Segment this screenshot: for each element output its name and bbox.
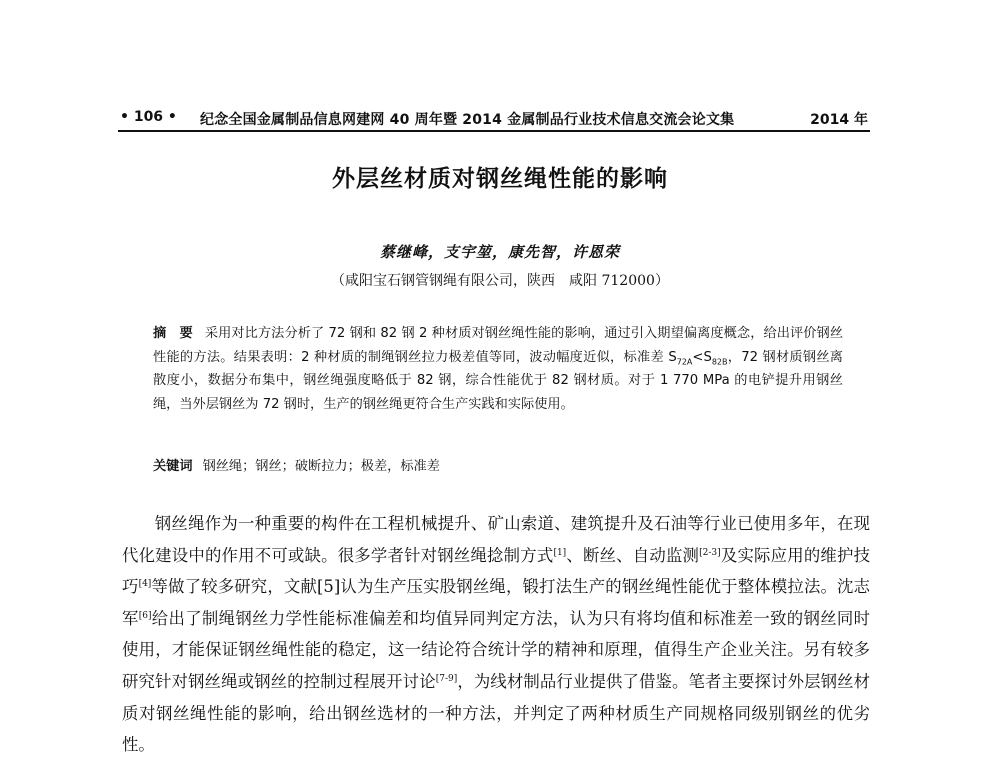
body-text-6: ，为线材制品行业提供了借鉴。笔者主要探讨外层钢丝材质对钢丝绳性能的影响，给出钢丝选材的一种方法，并判定了两种材质生产同规格同级别钢丝的优劣性。 <box>122 671 871 755</box>
body-text-2: 、断丝、自动监测 <box>566 545 700 565</box>
abstract-label: 摘 要 <box>153 326 193 341</box>
body-text-3: 及实际应用的维护技巧 <box>122 545 870 597</box>
affiliation: （咸阳宝石钢管钢绳有限公司，陕西 咸阳 712000） <box>331 273 669 289</box>
abstract-text-2: ，72 钢材质钢丝离散度小，数据分布集中，钢丝绳强度略低于 82 钢，综合性能优于 82 钢材质。对于 1 770 MPa 的电铲提升用钢丝绳，当外层钢丝为 72 钢时，生产的钢丝绳更符合生产实践和实际使用。 <box>153 349 843 412</box>
body-paragraph <box>122 508 870 761</box>
running-header <box>118 106 870 132</box>
abstract-less-than: < <box>692 349 704 365</box>
paper-title: 外层丝材质对钢丝绳性能的影响 <box>332 166 668 192</box>
body-text-4: 等做了较多研究，文献[5]认为生产压实股钢丝绳，锻打法生产的钢丝绳性能优于整体模拉法。沈志军 <box>122 577 871 628</box>
abstract-subscript-1: 72A <box>676 357 693 367</box>
abstract-subscript-2: 82B <box>711 357 728 367</box>
citation-4[interactable]: [4] <box>138 579 152 590</box>
keywords-label: 关键词 <box>153 459 193 474</box>
keywords-text: 钢丝绳；钢丝；破断拉力；极差，标准差 <box>202 459 440 474</box>
body-text-1: 钢丝绳作为一种重要的构件在工程机械提升、矿山索道、建筑提升及石油等行业已使用多年，在现代化建设中的作用不可或缺。很多学者针对钢丝绳捻制方式 <box>122 514 870 565</box>
keywords <box>153 455 843 474</box>
citation-1[interactable]: [1] <box>553 547 567 558</box>
page-number: • 106 • <box>120 109 177 125</box>
abstract-symbol-s: S <box>703 349 712 365</box>
abstract-text-1: 采用对比方法分析了 72 钢和 82 钢 2 种材质对钢丝绳性能的影响，通过引入期望偏离度概念，给出评价钢丝性能的方法。结果表明：2 种材质的制绳钢丝拉力极差值等同，波动幅度近似，标准差 S <box>153 326 844 365</box>
citation-7-9[interactable]: [7-9] <box>435 673 458 684</box>
body-text-5: 给出了制绳钢丝力学性能标准偏差和均值异同判定方法，认为只有将均值和标准差一致的钢丝同时使用，才能保证钢丝绳性能的稳定，这一结论符合统计学的精神和原理，值得生产企业关注。另有较多研究针对钢丝绳或钢丝的控制过程展开讨论 <box>122 608 871 691</box>
citation-6[interactable]: [6] <box>138 610 152 621</box>
conference-title: 纪念全国金属制品信息网建网 40 周年暨 2014 金属制品行业技术信息交流会论文集 <box>200 112 735 128</box>
citation-2-3[interactable]: [2-3] <box>699 547 721 558</box>
header-year: 2014 年 <box>810 112 868 128</box>
author-list: 蔡继峰，支宇堃，康先智，许恩荣 <box>379 243 620 261</box>
abstract <box>153 322 843 416</box>
